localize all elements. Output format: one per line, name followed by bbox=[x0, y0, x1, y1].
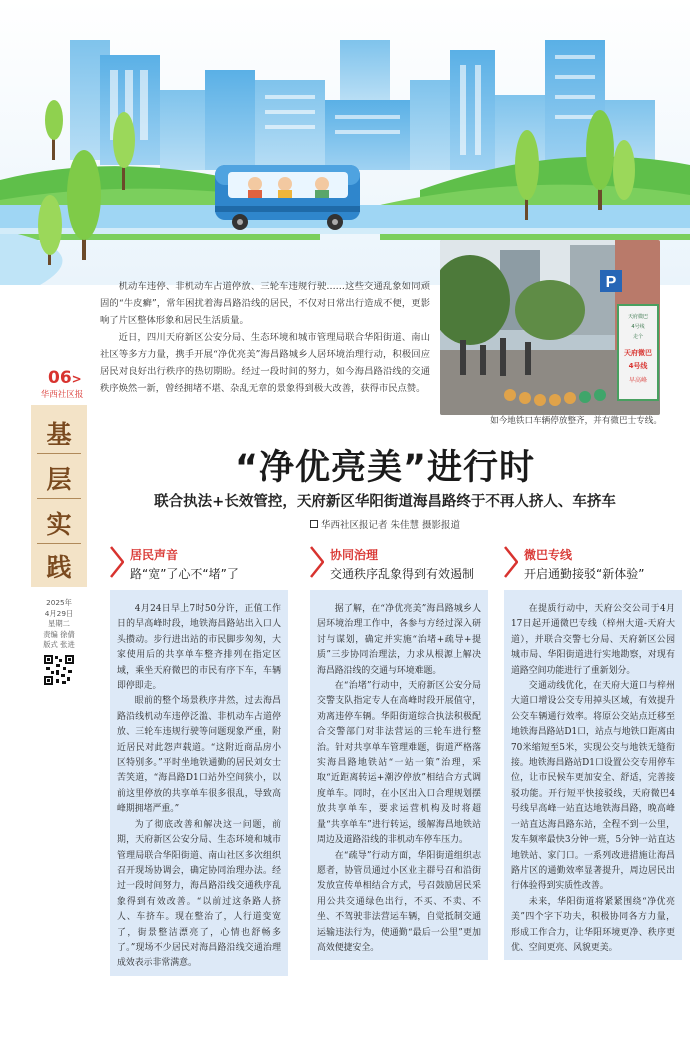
section-title-char: 基 bbox=[46, 420, 72, 449]
byline-text: 华西社区报记者 朱佳慧 摄影报道 bbox=[320, 520, 461, 531]
page-number-value: 06 bbox=[48, 368, 72, 388]
column-body bbox=[310, 590, 488, 960]
column-governance bbox=[310, 540, 488, 953]
subheadline: 联合执法+长效管控，天府新区华阳街道海昌路终于不再人挤人、车挤车 bbox=[154, 494, 616, 510]
section-title-box bbox=[31, 405, 87, 587]
section-title-char: 践 bbox=[46, 553, 72, 582]
chevron-right-icon bbox=[504, 546, 518, 578]
meta-year: 2025年 bbox=[46, 598, 72, 607]
chevron-right-icon bbox=[110, 546, 124, 578]
sign-line-5: 4号线 bbox=[628, 362, 648, 370]
column-subtitle: 交通秩序乱象得到有效遏制 bbox=[330, 567, 475, 581]
divider bbox=[37, 453, 81, 454]
column-header bbox=[310, 540, 488, 588]
paragraph: 在“疏导”行动方面，华阳街道组织志愿者，协管员通过小区业主群号召和沿街发放宣传单相结合方式，号召鼓励居民采用公共交通绿色出行，不买、不卖、不坐、不驾驶非法营运车辆，自觉抵制交通运输违法行为，使通勤“最后一公里”更加高效便捷安全。 bbox=[317, 850, 481, 953]
column-body bbox=[504, 590, 682, 960]
chevron-right-icon bbox=[310, 546, 324, 578]
chevron-right-icon: > bbox=[71, 372, 82, 386]
paragraph: 在提质行动中，天府公交公司于4月17日起开通微巴专线（梓州大道-天府大道），并联合交警七分局、天府新区公园城市局、华阳街道进行实地勘察，对现有道路空间功能进行了重新划分。 bbox=[511, 604, 675, 676]
city-buildings bbox=[70, 40, 655, 170]
street-photo bbox=[440, 240, 660, 415]
sign-line-6: 早高峰 bbox=[628, 377, 648, 384]
meta-date: 4月29日 bbox=[44, 608, 74, 618]
column-label: 居民声音 bbox=[130, 548, 179, 562]
paragraph: 交通动线优化，在天府大道口与梓州大道口增设公交专用掉头区域，有效提升公交车辆通行效率。将原公交站点迁移至地铁海昌路站D1口，站点与地铁口距离由70米缩短至5米，实现公交与地铁无缝衔接。地铁海昌路站D1口设置公交专用停车位，让市民候车更加安全、舒适，完善接驳功能。开行短平快接驳线，天府微巴4号线早高峰一站直达地铁海昌路，晚高峰一站直达海昌路东站，全程不到一公里，发车频率最快3分钟一班，5分钟一站直达地铁站、家门口。一系列改进措施让海昌路片区的通勤效率显著提升，周边居民出行体验得到实质性改善。 bbox=[511, 681, 675, 892]
column-label: 协同治理 bbox=[330, 548, 379, 562]
paragraph: 据了解，在“净优亮美”海昌路城乡人居环境治理工作中，各参与方经过深入研讨与谋划，确定并实施“治堵+疏导+提质”三步协同治理法，力求从根源上解决海昌路沿线的交通与环境难题。 bbox=[317, 604, 481, 676]
column-minibus bbox=[504, 540, 682, 953]
section-title-char: 实 bbox=[46, 510, 72, 539]
sign-line-1: 天府微巴 bbox=[627, 314, 649, 320]
column-body bbox=[110, 590, 288, 976]
sign-line-3: 走个 bbox=[632, 334, 644, 340]
paragraph: 未来，华阳街道将紧紧围绕“净优亮美”四个字下功夫，积极协同各方力量，形成工作合力，让华阳环境更净、秩序更优、空间更亮、风貌更美。 bbox=[511, 896, 675, 953]
qr-code-icon bbox=[43, 654, 75, 686]
issue-meta bbox=[31, 598, 87, 651]
paragraph: 4月24日早上7时50分许，正值工作日的早高峰时段，地铁海昌路站出入口人头攒动。步行进出站的市民脚步匆匆，大家使用后的共享单车整齐排列在指定区域，乘坐天府微巴的市民有序下车，车辆即停即走。 bbox=[117, 604, 281, 692]
page-number bbox=[48, 368, 82, 388]
meta-layout: 版式 张进 bbox=[43, 640, 75, 649]
column-residents bbox=[110, 540, 288, 969]
headline: “净优亮美”进行时 bbox=[234, 448, 535, 488]
column-subtitle: 开启通勤接驳“新体验” bbox=[524, 567, 645, 581]
divider bbox=[37, 498, 81, 499]
section-brand: 华西社区报 bbox=[40, 390, 84, 400]
meta-editor: 责编 徐倩 bbox=[43, 629, 75, 639]
meta-weekday: 星期二 bbox=[48, 619, 70, 628]
column-label: 微巴专线 bbox=[524, 548, 573, 562]
paragraph: 眼前的整个场景秩序井然，过去海昌路沿线机动车违停泛滥、非机动车占道停放、三轮车违规行驶等问题现象严重，附近居民对此怨声载道。“这附近商品房小区特别多。”平时坐地铁通勤的居民刘女士苦笑道，“海昌路D1口站外空间狭小，以前这里停放的共享单车很多很乱，导致高峰期拥堵严重。” bbox=[117, 696, 281, 815]
divider bbox=[37, 543, 81, 544]
column-header bbox=[504, 540, 682, 588]
section-title-char: 层 bbox=[46, 465, 72, 494]
paragraph: 为了彻底改善和解决这一问题，前期，天府新区公安分局、生态环境和城市管理局联合华阳街道、南山社区多次组织召开现场协调会，确定协同治理办法。经过一段时间努力，海昌路沿线交通秩序乱象得到有效改善。“以前过这条路人挤人、车挤车。现在整治了，人行道变宽了，街景整洁漂亮了，心情也舒畅多了。”现场不少居民对海昌路沿线交通治理成效表示非常满意。 bbox=[117, 819, 281, 969]
sign-line-4: 天府微巴 bbox=[624, 349, 652, 357]
sign-line-2: 4号线 bbox=[631, 324, 645, 330]
svg-text:P: P bbox=[605, 274, 617, 291]
photo-caption: 如今地铁口车辆停放整齐，并有微巴士专线。 bbox=[490, 416, 662, 426]
square-icon bbox=[310, 520, 318, 528]
column-header bbox=[110, 540, 288, 588]
column-subtitle: 路“宽”了心不“堵”了 bbox=[130, 567, 239, 581]
intro-paragraph: 机动车违停、非机动车占道停放、三轮车违规行驶……这些交通乱象如同顽固的“牛皮癣”，常年困扰着海昌路沿线的居民，不仅对日常出行造成不便，更影响了片区整体形象和居民生活质量。 bbox=[100, 281, 430, 326]
byline bbox=[90, 517, 680, 531]
paragraph: 在“治堵”行动中，天府新区公安分局交警支队指定专人在高峰时段开展值守，劝离违停车辆。华阳街道综合执法积极配合交警部门对非法营运的三轮车进行整治。针对共享单车管理难题，街道严格落实海昌路地铁站“一站一策”治理，采取“近距离转运+潮汐停放”相结合方式调度单车。同时，在小区出入口合理规划摆放共享单车，要求运营机构及时将超量“共享单车”进行转运，缓解海昌地铁站周边及道路沿线的非机动车停车压力。 bbox=[317, 681, 481, 846]
intro-paragraph: 近日，四川天府新区公安分局、生态环境和城市管理局联合华阳街道、南山社区等多方力量，携手开展“净优亮美”海昌路城乡人居环境治理行动，积极回应居民对良好出行秩序的热切期盼。经过一段时间的努力，如今海昌路沿线的交通秩序焕然一新，曾经拥堵不堪、杂乱无章的景象得到极大改善，获得市民点赞。 bbox=[100, 332, 430, 394]
intro-text bbox=[100, 278, 430, 397]
